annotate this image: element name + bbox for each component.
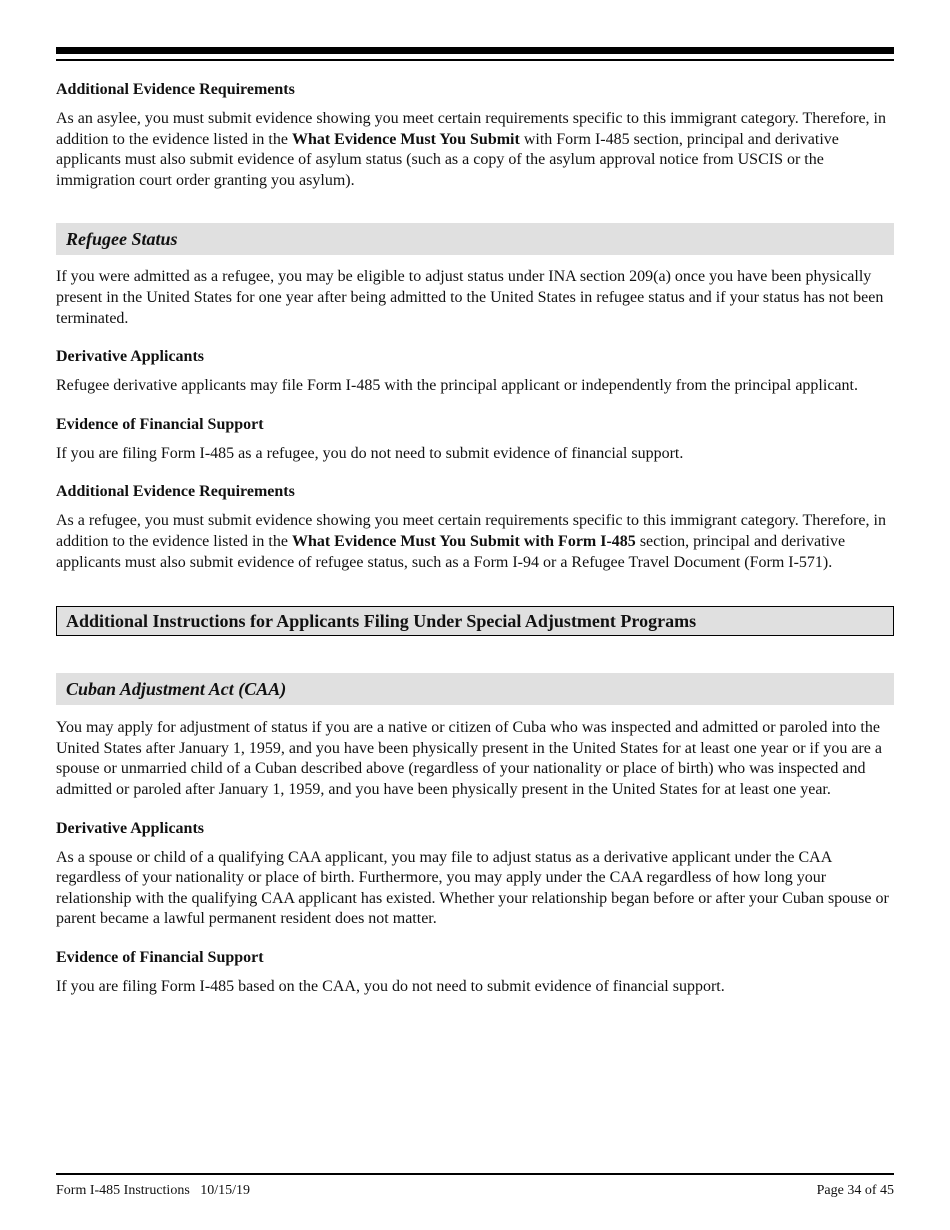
footer-rule bbox=[56, 1173, 894, 1175]
caa-section bbox=[56, 718, 894, 997]
refugee-financial-heading: Evidence of Financial Support bbox=[56, 415, 264, 433]
caa-derivative-text: As a spouse or child of a qualifying CAA applicant, you may file to adjust status as a derivative applicant under the CAA regardless of your nationality or place of birth. Furthermore, you may apply under the CAA regardless of how long your relationship with the qualifying CAA applicant has existed. Whether your relationship began before or after your Cuban spouse or parent became a lawful permanent resident does not matter. bbox=[56, 848, 889, 928]
special-programs-heading: Additional Instructions for Applicants Filing Under Special Adjustment Programs bbox=[56, 606, 894, 636]
caa-intro: You may apply for adjustment of status if you are a native or citizen of Cuba who was inspected and admitted or paroled into the United States after January 1, 1959, and you have been physically present in the United States for at least one year or if you are a spouse or unmarried child of a Cuban described above (regardless of your nationality or place of birth) who was inspected and admitted or paroled after January 1, 1959, and you have been physically present in the United States for at least one year. bbox=[56, 719, 882, 798]
header-rule-thin bbox=[56, 59, 894, 61]
refugee-derivative-text: Refugee derivative applicants may file Form I-485 with the principal applicant or independently from the principal applicant. bbox=[56, 377, 858, 395]
header-rule-thick bbox=[56, 47, 894, 54]
refugee-evidence-bold: What Evidence Must You Submit with Form I-485 bbox=[291, 532, 636, 550]
refugee-status-heading: Refugee Status bbox=[56, 223, 894, 255]
page-content bbox=[56, 80, 894, 997]
refugee-section bbox=[56, 267, 894, 573]
asylee-evidence-text: As an asylee, you must submit evidence showing you meet certain requirements specific to this immigrant category. Therefore, in addition to the evidence listed in the What Evidence Must You Submit with Form I-485 section, principal and derivative applicants must also submit evidence of asylum status (such as a copy of the asylum approval notice from USCIS or the immigration court order granting you asylum). bbox=[56, 110, 886, 189]
asylee-evidence-heading: Additional Evidence Requirements bbox=[56, 81, 295, 98]
footer-form-name: Form I-485 Instructions 10/15/19 bbox=[56, 1183, 251, 1198]
refugee-evidence-text: As a refugee, you must submit evidence showing you meet certain requirements specific to this immigrant category. Therefore, in addition to the evidence listed in the What Evidence Must You Submit with Form I-485 section, principal and derivative applicants must also submit evidence of refugee status, such as a Form I-94 or a Refugee Travel Document (Form I-571). bbox=[56, 512, 886, 571]
asylee-evidence-section bbox=[56, 80, 894, 191]
refugee-evidence-heading: Additional Evidence Requirements bbox=[56, 483, 295, 501]
refugee-derivative-heading: Derivative Applicants bbox=[56, 348, 204, 366]
asylee-evidence-bold: What Evidence Must You Submit bbox=[291, 130, 520, 148]
caa-derivative-heading: Derivative Applicants bbox=[56, 819, 204, 837]
caa-heading: Cuban Adjustment Act (CAA) bbox=[56, 673, 894, 705]
caa-financial-heading: Evidence of Financial Support bbox=[56, 948, 264, 966]
document-page bbox=[56, 0, 894, 1230]
refugee-intro: If you were admitted as a refugee, you may be eligible to adjust status under INA section 209(a) once you have been physically present in the United States for one year after being admitted to the United States in refugee status and if your status has not been terminated. bbox=[56, 268, 884, 327]
caa-financial-text: If you are filing Form I-485 based on the CAA, you do not need to submit evidence of financial support. bbox=[56, 977, 725, 995]
footer-page-number: Page 34 of 45 bbox=[816, 1183, 894, 1198]
refugee-financial-text: If you are filing Form I-485 as a refugee, you do not need to submit evidence of financial support. bbox=[56, 444, 684, 462]
